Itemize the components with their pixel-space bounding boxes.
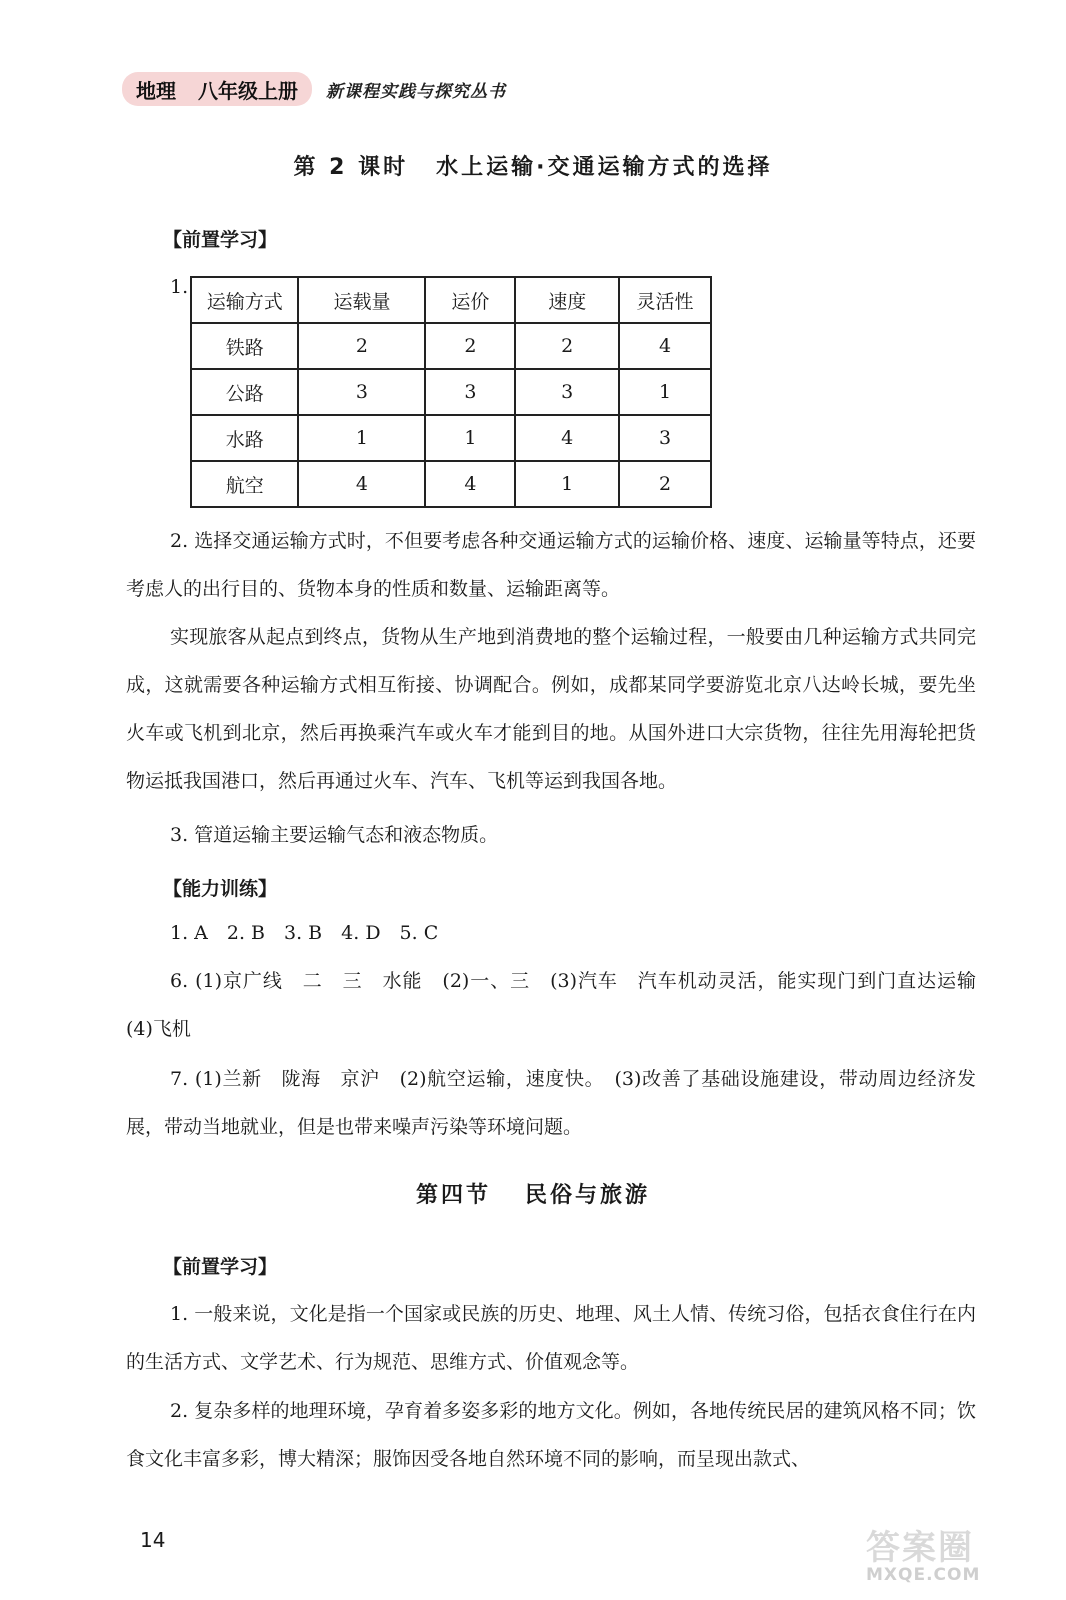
table-cell: 2 xyxy=(298,323,425,369)
table-cell: 公路 xyxy=(191,369,298,415)
table-row xyxy=(191,461,711,507)
table-cell: 4 xyxy=(425,461,515,507)
answer-2: 2. 选择交通运输方式时，不但要考虑各种交通运输方式的运输价格、速度、运输量等特点，还要考虑人的出行目的、货物本身的性质和数量、运输距离等。 xyxy=(126,530,976,600)
table-header-row xyxy=(191,277,711,323)
training-answers-1-5: 1. A 2. B 3. B 4. D 5. C xyxy=(170,922,439,944)
table-cell: 3 xyxy=(619,415,711,461)
table-cell: 1 xyxy=(515,461,619,507)
table-cell: 3 xyxy=(298,369,425,415)
section-4-answer-1: 1. 一般来说，文化是指一个国家或民族的历史、地理、风土人情、传统习俗，包括衣食住行在内的生活方式、文学艺术、行为规范、思维方式、价值观念等。 xyxy=(126,1303,976,1373)
table-cell: 1 xyxy=(619,369,711,415)
question-1-number: 1. xyxy=(170,276,189,298)
table-cell: 铁路 xyxy=(191,323,298,369)
section-4-title xyxy=(0,1178,1066,1209)
table-cell: 4 xyxy=(619,323,711,369)
header-subject: 地理 xyxy=(136,78,176,103)
table-row xyxy=(191,369,711,415)
table-cell: 航空 xyxy=(191,461,298,507)
watermark xyxy=(866,1520,1016,1585)
table-row xyxy=(191,415,711,461)
table-header: 运价 xyxy=(425,277,515,323)
table-cell: 4 xyxy=(515,415,619,461)
table-cell: 1 xyxy=(298,415,425,461)
running-header xyxy=(122,72,506,106)
section-label-pre-study-2: 【前置学习】 xyxy=(163,1256,278,1278)
section-label-pre-study-1: 【前置学习】 xyxy=(163,229,278,251)
table-header: 运输方式 xyxy=(191,277,298,323)
table-cell: 2 xyxy=(515,323,619,369)
section-4-name: 民俗与旅游 xyxy=(525,1182,651,1208)
watermark-logo: 答案圈 xyxy=(866,1528,974,1568)
watermark-url: MXQE.COM xyxy=(866,1565,981,1585)
header-series: 新课程实践与探究丛书 xyxy=(326,81,506,102)
table-cell: 4 xyxy=(298,461,425,507)
transport-comparison-table xyxy=(190,276,712,508)
lesson-name: 水上运输·交通运输方式的选择 xyxy=(436,155,773,180)
answer-2-paragraph: 实现旅客从起点到终点，货物从生产地到消费地的整个运输过程，一般要由几种运输方式共同完成，这就需要各种运输方式相互衔接、协调配合。例如，成都某同学要游览北京八达岭长城，要先坐火车或飞机到北京，然后再换乘汽车或火车才能到目的地。从国外进口大宗货物，往往先用海轮把货物运抵我国港口，然后再通过火车、汽车、飞机等运到我国各地。 xyxy=(126,626,976,792)
table-header: 灵活性 xyxy=(619,277,711,323)
table-cell: 1 xyxy=(425,415,515,461)
answer-3: 3. 管道运输主要运输气态和液态物质。 xyxy=(170,824,499,846)
section-label-training: 【能力训练】 xyxy=(163,878,278,900)
table-header: 运载量 xyxy=(298,277,425,323)
table-header: 速度 xyxy=(515,277,619,323)
table-cell: 2 xyxy=(619,461,711,507)
page-number: 14 xyxy=(140,1528,166,1552)
table-cell: 2 xyxy=(425,323,515,369)
header-grade: 八年级上册 xyxy=(198,78,298,103)
lesson-title xyxy=(0,150,1066,181)
section-4-number: 第四节 xyxy=(415,1182,491,1208)
table-cell: 3 xyxy=(425,369,515,415)
training-answer-6: 6. (1)京广线 二 三 水能 (2)一、三 (3)汽车 汽车机动灵活，能实现门到门直达运输 (4)飞机 xyxy=(126,970,996,1040)
header-subject-pill xyxy=(122,72,312,106)
lesson-number: 第 2 课时 xyxy=(293,155,409,180)
table-cell: 3 xyxy=(515,369,619,415)
section-4-answer-2: 2. 复杂多样的地理环境，孕育着多姿多彩的地方文化。例如，各地传统民居的建筑风格不同；饮食文化丰富多彩，博大精深；服饰因受各地自然环境不同的影响，而呈现出款式、 xyxy=(126,1400,976,1470)
training-answer-7: 7. (1)兰新 陇海 京沪 (2)航空运输，速度快。 (3)改善了基础设施建设，带动周边经济发展，带动当地就业，但是也带来噪声污染等环境问题。 xyxy=(126,1068,976,1138)
table-cell: 水路 xyxy=(191,415,298,461)
table-row xyxy=(191,323,711,369)
